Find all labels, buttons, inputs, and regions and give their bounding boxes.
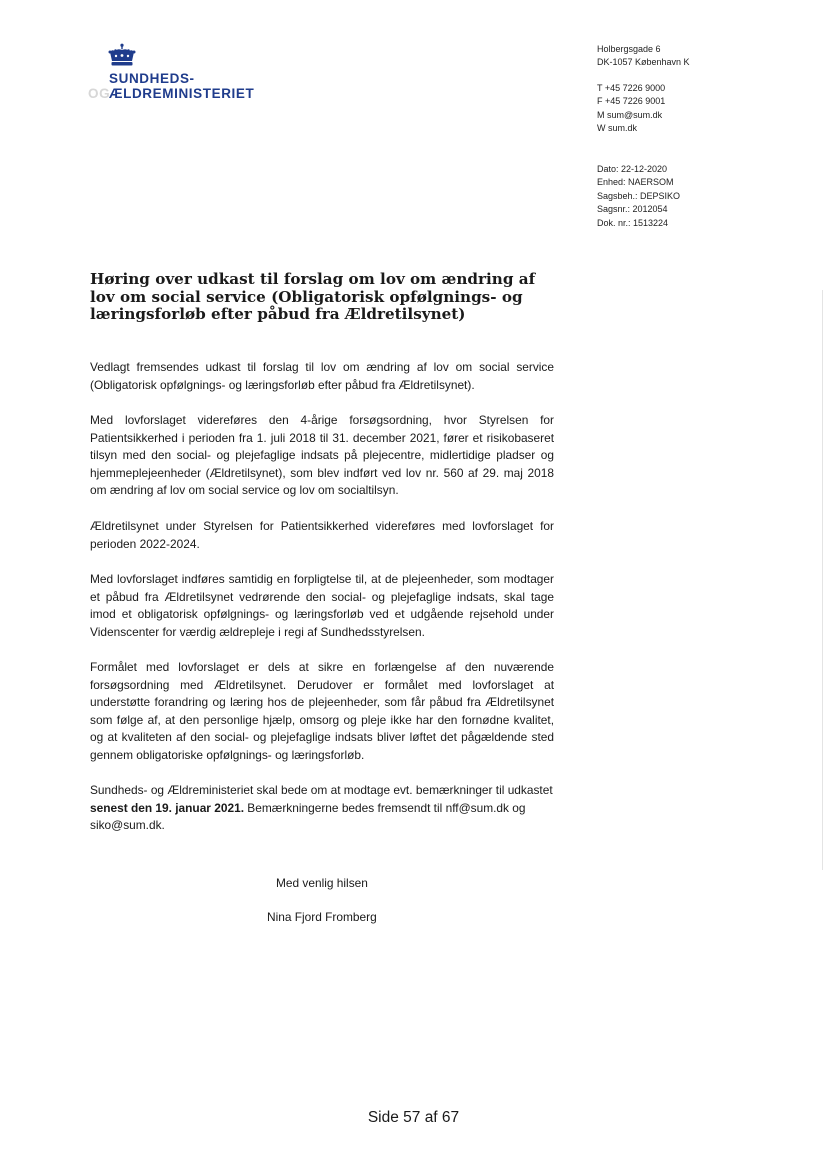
page-number: Side 57 af 67 [367, 1109, 460, 1126]
logo-text-og: OG [88, 86, 111, 101]
meta-date: Dato: 22-12-2020 [597, 164, 668, 174]
paragraph-1: Vedlagt fremsendes udkast til forslag til lov om ændring af lov om social service (Obligatorisk opfølgnings- og læringsforløb efter påbud fra Ældretilsynet). [90, 360, 554, 392]
paragraph-3: Ældretilsynet under Styrelsen for Patientsikkerhed videreføres med lovforslaget for perioden 2022-2024. [90, 519, 554, 551]
document-meta [597, 163, 680, 230]
meta-handler: Sagsbeh.: DEPSIKO [597, 190, 681, 201]
scan-edge-line [822, 290, 823, 870]
logo-text-line1: SUNDHEDS- [109, 71, 195, 86]
contact-block [597, 43, 690, 135]
meta-unit: Enhed: NAERSOM [597, 177, 674, 188]
address-line-1: Holbergsgade 6 [597, 44, 661, 54]
website: W sum.dk [597, 123, 638, 134]
deadline-text-b: Bemærkningerne bedes fremsendt til nff@sum.dk og siko@sum.dk. [90, 800, 526, 832]
logo-text-line2: ÆLDREMINISTERIET [109, 86, 255, 101]
meta-case-number: Sagsnr.: 2012054 [597, 204, 668, 215]
meta-document-number: Dok. nr.: 1513224 [597, 217, 669, 228]
signature-name: Nina Fjord Fromberg [267, 910, 377, 924]
paragraph-4: Med lovforslaget indføres samtidig en forpligtelse til, at de plejeenheder, som modtager et påbud fra Ældretilsynet vedrørende den social- og plejefaglige indsats, skal tage imod et obligatorisk opfølgnings- og læringsforløb ved et udgående rejsehold under Videnscenter for værdig ældrepleje i regi af Sundhedsstyrelsen. [90, 572, 554, 639]
deadline-date: senest den 19. januar 2021. [90, 800, 244, 815]
royal-crown-icon [107, 43, 137, 69]
deadline-text-a: Sundheds- og Ældreministeriet skal bede om at modtage evt. bemærkninger til udkastet [90, 783, 553, 797]
email: M sum@sum.dk [597, 109, 663, 120]
paragraph-2: Med lovforslaget videreføres den 4-årige forsøgsordning, hvor Styrelsen for Patientsikkerhed i perioden fra 1. juli 2018 til 31. december 2021, fører et risikobaseret tilsyn med den social- og plejefaglige indsats på plejecentre, midlertidige pladser og hjemmeplejeenheder (Ældretilsynet), som blev indført ved lov nr. 560 af 29. maj 2018 om ændring af lov om social service og lov om socialtilsyn. [90, 413, 554, 497]
document-title: Høring over udkast til forslag om lov om ændring af lov om social service (Obligatorisk opfølgnings- og læringsforløb efter påbud fra Ældretilsynet) [90, 270, 536, 323]
fax: F +45 7226 9001 [597, 96, 666, 107]
closing-greeting: Med venlig hilsen [276, 876, 368, 890]
phone: T +45 7226 9000 [597, 82, 666, 93]
paragraph-5: Formålet med lovforslaget er dels at sikre en forlængelse af den nuværende forsøgsordning med Ældretilsynet. Derudover er formålet med lovforslaget at understøtte forandring og læring hos de plejeenheder, som får påbud fra Ældretilsynet som følge af, at den personlige hjælp, omsorg og pleje ikke har den fornødne kvalitet, og at kvaliteten af den social- og plejefaglige indsats bliver løftet det pågældende sted gennem obligatoriske opfølgnings- og læringsforløb. [90, 660, 554, 762]
address-line-2: DK-1057 København K [597, 57, 690, 68]
paragraph-6 [90, 782, 554, 835]
